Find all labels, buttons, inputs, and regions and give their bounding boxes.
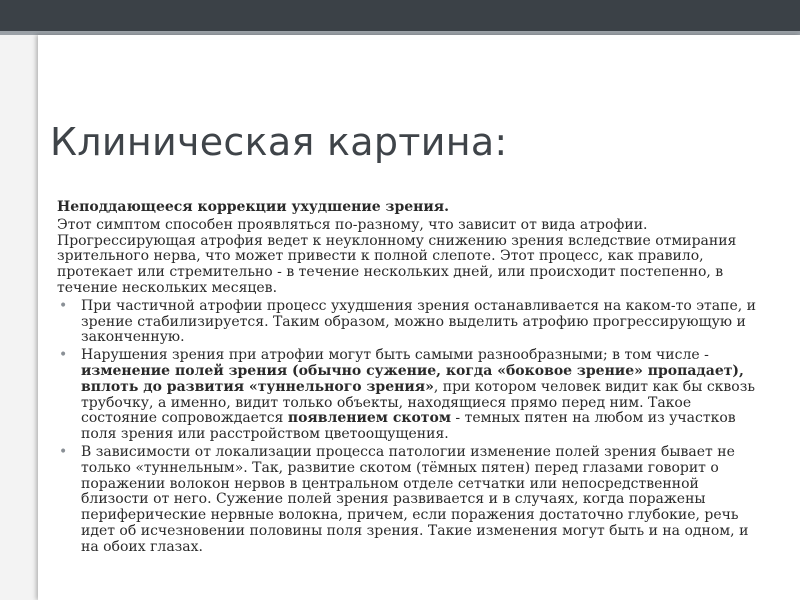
paragraph-3-text-part1: Нарушения зрения при атрофии могут быть самыми разнообразными; в том числе - [81, 347, 709, 364]
paragraph-3-text-part3: - темных пятен на любом из участков поля зрения или расстройством цветоощущения. [81, 410, 736, 443]
slide-title: Клиническая картина: [50, 120, 508, 164]
bullet-paragraph-2 [57, 299, 757, 346]
bullet-icon: • [59, 443, 68, 460]
bullet-icon: • [59, 297, 68, 314]
bullet-paragraph-4 [57, 445, 757, 556]
paragraph-4-text: В зависимости от локализации процесса патологии изменение полей зрения бывает не только «туннельным». Так, развитие скотом (тёмных пятен) перед глазами говорит о поражении волокон нервов в центральном отделе сетчатки или непосредственной близости от него. Сужение полей зрения развивается и в случаях, когда поражены периферические нервные волокна, причем, если поражения достаточно глубокие, речь идет об исчезновении половины поля зрения. Такие изменения могут быть и на одном, и на обоих глазах. [81, 443, 749, 555]
bullet-paragraph-3 [57, 348, 757, 443]
slide-body [57, 200, 757, 558]
paragraph-2-text: При частичной атрофии процесс ухудшения зрения останавливается на каком-то этапе, и зрение стабилизируется. Таким образом, можно выделить атрофию прогрессирующую и законченную. [81, 297, 756, 346]
paragraph-3-bold-visual-field: изменение полей зрения (обычно сужение, когда «боковое зрение» пропадает), вплоть до развития «туннельного зрения» [81, 362, 744, 395]
paragraph-1: Этот симптом способен проявляться по-разному, что зависит от вида атрофии. Прогрессирующая атрофия ведет к неуклонному снижению зрения вследствие отмирания зрительного нерва, что может привести к полной слепоте. Этот процесс, как правило, протекает или стремительно - в течение нескольких дней, или происходит постепенно, в течение нескольких месяцев. [57, 216, 737, 296]
paragraph-3-bold-scotoma: появлением скотом [287, 410, 451, 427]
bullet-icon: • [59, 347, 68, 364]
top-header-band [0, 0, 800, 31]
paragraph-3-text-part2: , при котором человек видит как бы сквозь трубочку, а именно, видит только объекты, находящиеся прямо перед ним. Такое состояние сопровождается [81, 378, 755, 427]
symptom-heading: Неподдающееся коррекции ухудшение зрения. [57, 199, 449, 215]
